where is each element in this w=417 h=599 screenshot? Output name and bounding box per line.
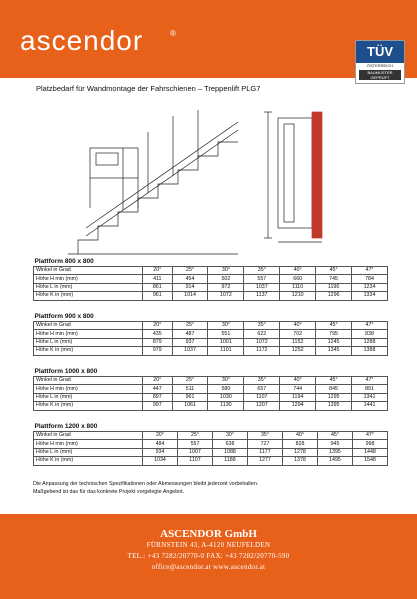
table-cell: 914 [172,283,208,291]
table-cell: 1152 [280,338,316,346]
table-cell: 1207 [244,402,280,410]
table-row [34,402,388,410]
table-cell: 35° [244,377,280,385]
table-cell: 30° [208,377,244,385]
table-cell: 1107 [178,457,213,465]
table-row [34,385,388,393]
row-label: Höhe H min (mm) [34,440,143,448]
row-label: Höhe K in (mm) [34,292,143,300]
table-cell: 45° [316,322,352,330]
table-row [34,338,388,346]
row-label: Höhe L in (mm) [34,448,143,456]
table-cell: 1088 [213,448,248,456]
table-cell: 1196 [316,283,352,291]
table-row [34,330,388,338]
table-cell: 551 [208,330,244,338]
table-cell: 1007 [178,448,213,456]
table-cell: 897 [143,393,173,401]
table-cell: 1395 [318,448,353,456]
table-cell: 1448 [353,448,388,456]
table-cell: 845 [316,385,352,393]
table-cell: 20° [143,432,178,440]
table-cell: 828 [283,440,318,448]
table-cell: 622 [244,330,280,338]
table-cell: 961 [143,292,173,300]
table-cell: 1172 [244,347,280,355]
table-cell: 30° [213,432,248,440]
tuv-label: TÜV [356,41,404,63]
header-bar [0,0,417,78]
tuv-badge-line1: BAUMUSTER [367,70,393,75]
table-cell: 1072 [208,292,244,300]
table-cell: 45° [316,267,352,275]
logo-wordmark: ascendor [20,25,144,56]
table-cell: 1345 [316,347,352,355]
table-cell: 487 [172,330,208,338]
table-cell: 1441 [352,402,388,410]
ascendor-logo [20,22,200,62]
table-cell: 638 [213,440,248,448]
table-plattform-900 [33,311,388,356]
table-plattform-1200 [33,421,388,466]
table-cell: 484 [143,440,178,448]
table-cell: 1388 [352,347,388,355]
company-name: ASCENDOR GmbH [160,528,257,540]
table-cell: 1034 [143,457,178,465]
table-cell: 557 [178,440,213,448]
table-cell: 1548 [353,457,388,465]
row-label: Höhe K in (mm) [34,347,143,355]
company-phone-fax: TEL.: +43 7282/20770-0 FAX: +43 7282/20770-590 [127,552,290,560]
table-row [34,448,388,456]
table-cell: 502 [208,275,244,283]
disclaimer-line-1: Die Anpassung der technischen Spezifikationen oder Abmessungen bleibt jederzeit vorbehalten. [33,481,259,487]
table-cell: 1234 [352,283,388,291]
logo-registered-mark: ® [170,29,176,38]
table-row [34,275,388,283]
table-cell: 838 [352,330,388,338]
table-cell: 1130 [208,402,244,410]
table-cell: 1014 [172,292,208,300]
table-cell: 40° [280,377,316,385]
table-cell: 25° [178,432,213,440]
table-cell: 35° [244,322,280,330]
table-cell: 945 [318,440,353,448]
wall-section-drawing [264,112,322,242]
table-row [34,322,388,330]
table-row [34,432,388,440]
table-cell: 745 [316,275,352,283]
table-cell: 1245 [316,338,352,346]
table-cell: 454 [172,275,208,283]
table-cell: 744 [280,385,316,393]
table-cell: 435 [143,330,173,338]
table-cell: 25° [172,377,208,385]
table-cell: 1110 [280,283,316,291]
row-label: Höhe H min (mm) [34,330,143,338]
table-cell: 1107 [244,393,280,401]
table-cell: 934 [143,448,178,456]
table-cell: 997 [143,402,173,410]
table-cell: 511 [172,385,208,393]
row-label: Höhe L in (mm) [34,393,143,401]
row-label: Winkel in Grad [34,432,143,440]
row-label: Höhe H min (mm) [34,385,143,393]
table-cell: 784 [352,275,388,283]
table-cell: 25° [172,267,208,275]
table-cell: 702 [280,330,316,338]
table-cell: 961 [172,393,208,401]
table-cell: 1378 [283,457,318,465]
stairs-drawing [68,110,238,254]
table-cell: 937 [172,338,208,346]
table-cell: 447 [143,385,173,393]
table-cell: 1137 [244,292,280,300]
table-cell: 998 [353,440,388,448]
company-email-web: office@ascendor.at www.ascendor.at [151,563,266,571]
table-cell: 45° [318,432,353,440]
table-cell: 1037 [172,347,208,355]
table-cell: 47° [352,267,388,275]
table-cell: 580 [208,385,244,393]
row-label: Höhe K in (mm) [34,457,143,465]
table-cell: 1395 [316,402,352,410]
table-row [34,283,388,291]
tuv-badge [359,70,401,80]
disclaimer-note [33,480,393,496]
table-cell: 727 [248,440,283,448]
table-cell: 1177 [248,448,283,456]
document-title: Platzbedarf für Wandmontage der Fahrschienen – Treppenlift PLG7 [36,84,261,93]
table-plattform-1000 [33,366,388,411]
table-row [34,292,388,300]
table-cell: 25° [172,322,208,330]
table-cell: 20° [143,377,173,385]
table-cell: 1294 [280,402,316,410]
disclaimer-line-2: Maßgebend ist das für das konkrete Projekt vorgelegte Angebot. [33,489,185,495]
table-row [34,393,388,401]
table-cell: 660 [280,275,316,283]
table-cell: 40° [280,267,316,275]
table-heading: Plattform 800 x 800 [34,257,94,265]
table-cell: 891 [352,385,388,393]
table-cell: 1278 [283,448,318,456]
table-row [34,457,388,465]
table-cell: 861 [143,283,173,291]
row-label: Höhe H min (mm) [34,275,143,283]
table-cell: 557 [244,275,280,283]
company-address: FÜRNSTEIN 43, A-4120 NEUFELDEN [146,541,271,549]
tuv-badge-line2: GEPRÜFT [370,75,390,80]
table-cell: 1030 [208,393,244,401]
technical-drawing [38,108,338,256]
table-cell: 40° [280,322,316,330]
table-cell: 47° [352,322,388,330]
table-cell: 1001 [208,338,244,346]
tuv-country: ÖSTERREICH [366,63,394,68]
table-cell: 972 [208,283,244,291]
table-heading: Plattform 900 x 800 [34,312,94,320]
footer-bar [0,514,417,599]
table-cell: 30° [208,322,244,330]
table-cell: 30° [208,267,244,275]
row-label: Höhe L in (mm) [34,283,143,291]
table-row [34,377,388,385]
table-cell: 35° [248,432,283,440]
table-cell: 1295 [316,393,352,401]
table-cell: 1072 [244,338,280,346]
table-row [34,347,388,355]
table-cell: 1101 [208,347,244,355]
row-label: Höhe L in (mm) [34,338,143,346]
row-label: Winkel in Grad [34,267,143,275]
tuv-certification-mark [355,40,405,84]
table-cell: 1288 [352,338,388,346]
table-row [34,440,388,448]
row-label: Winkel in Grad [34,377,143,385]
table-cell: 20° [143,267,173,275]
table-cell: 795 [316,330,352,338]
table-cell: 1277 [248,457,283,465]
table-cell: 40° [283,432,318,440]
table-plattform-800 [33,256,388,301]
table-heading: Plattform 1000 x 800 [34,367,98,375]
table-cell: 1334 [352,292,388,300]
row-label: Winkel in Grad [34,322,143,330]
table-cell: 45° [316,377,352,385]
table-cell: 1210 [280,292,316,300]
table-cell: 1037 [244,283,280,291]
table-cell: 1341 [352,393,388,401]
row-label: Höhe K in (mm) [34,402,143,410]
table-cell: 1252 [280,347,316,355]
table-cell: 47° [352,377,388,385]
table-cell: 1188 [213,457,248,465]
table-cell: 1296 [316,292,352,300]
table-heading: Plattform 1200 x 800 [34,422,98,430]
table-cell: 979 [143,347,173,355]
table-cell: 20° [143,322,173,330]
table-cell: 657 [244,385,280,393]
table-row [34,267,388,275]
table-cell: 35° [244,267,280,275]
table-cell: 411 [143,275,173,283]
table-cell: 1194 [280,393,316,401]
table-cell: 47° [353,432,388,440]
table-cell: 1495 [318,457,353,465]
table-cell: 1061 [172,402,208,410]
table-cell: 879 [143,338,173,346]
